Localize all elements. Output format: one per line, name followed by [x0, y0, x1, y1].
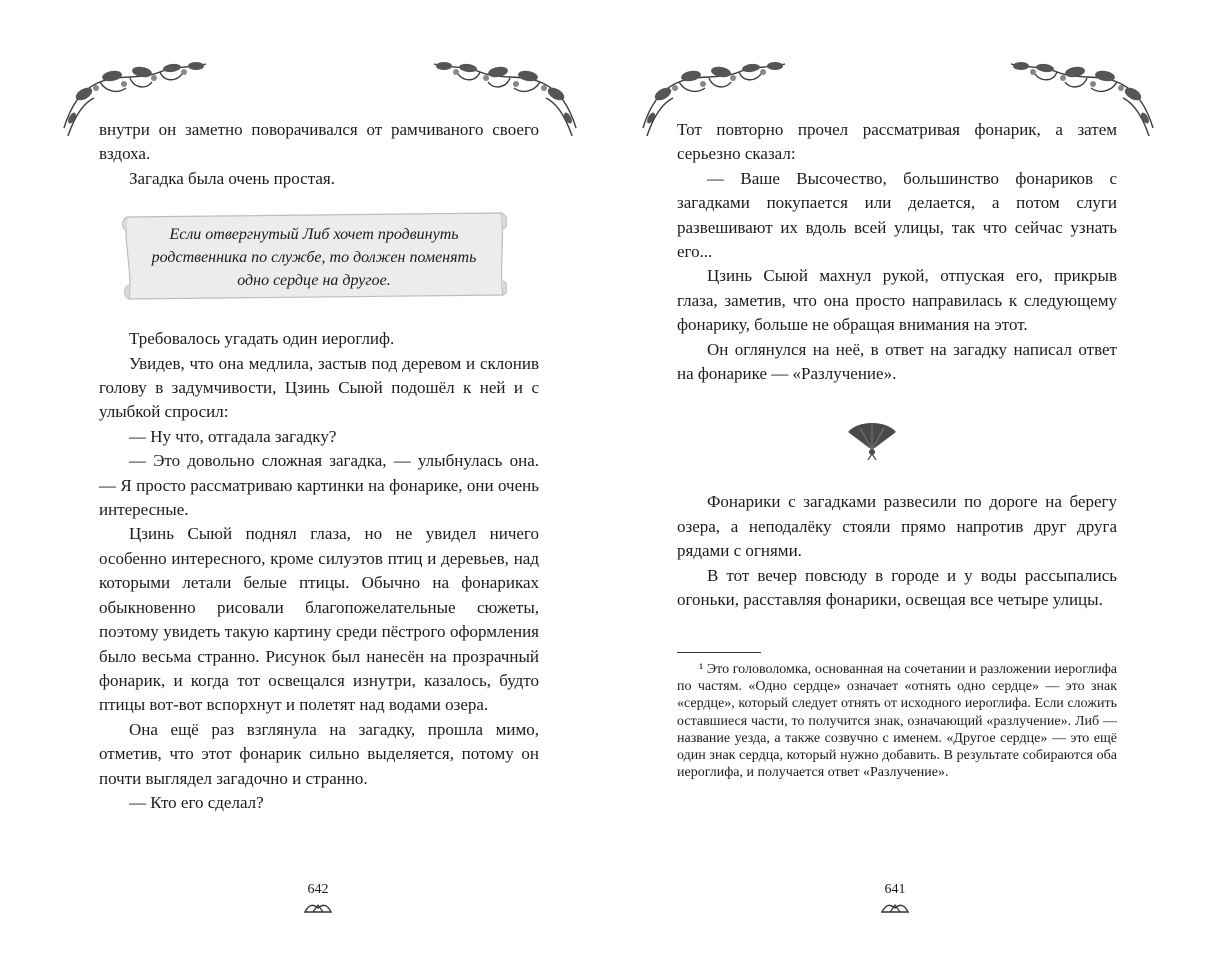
paragraph: Требовалось угадать один иероглиф. — [129, 329, 395, 349]
section-divider — [627, 420, 1117, 460]
left-page — [0, 0, 600, 977]
page-number — [865, 882, 925, 914]
fan-divider-icon — [844, 420, 900, 460]
paragraph: Тот повторно прочел рассматривая фонарик, а затем серьезно сказал: — [677, 120, 1117, 164]
right-body-text — [677, 118, 1117, 613]
riddle-text: Если отвергнутый Либ хочет продвинуть родственника по службе, то должен поменять одно сердце на другое. — [151, 226, 477, 290]
footnotes — [677, 652, 1117, 781]
right-page — [607, 0, 1207, 977]
lotus-folio-icon — [303, 902, 333, 914]
paragraph: Фонарики с загадками развесили по дороге на берегу озера, а неподалёку стояли прямо напротив друг друга рядами с огнями. — [677, 492, 1117, 561]
page-number-text: 641 — [884, 882, 906, 897]
paragraph: Увидев, что она медлила, застыв под деревом и склонив голову в задумчивости, Цзинь Сыюй подошёл к ней и с улыбкой спросил: — [99, 353, 539, 422]
paragraph: Она ещё раз взглянула на загадку, прошла мимо, отметив, что этот фонарик сильно выделяется, потому он почти выглядел загадочно и странно. — [99, 719, 539, 788]
paragraph: Цзинь Сыюй поднял глаза, но не увидел ничего особенно интересного, кроме силуэтов птиц и деревьев, над которыми летали белые птицы. Обычно на фонариках обыкновенно рисовали благопожелательные сюжеты, поэтому увидеть такую картину среди пёстрого оформления было весьма странно. Рисунок был нанесён на прозрачный фонарик, и когда тот освещался изнутри, казалось, будто птицы вот-вот вспорхнут и полетят над водами озера. — [99, 524, 539, 715]
footnote-rule — [677, 652, 761, 653]
paragraph: Он оглянулся на неё, в ответ на загадку написал ответ на фонарике — «Разлучение». — [677, 339, 1117, 384]
paragraph: — Ну что, отгадала загадку? — [129, 426, 337, 446]
footnote: ¹ Это головоломка, основанная на сочетании и разложении иероглифа по частям. «Одно сердце» означает «отнять одно сердце» — это знак «сердце», который следует отнять от исходного иероглифа. Если сложить оставшиеся части, то получится знак, означающий «разлучение». Либ — название уезда, а также созвучно с именем. «Другое сердце» — это ещё один знак сердца, который нужно добавить. В результате собираются оба иероглифа, и получается ответ «Разлучение». — [677, 662, 1117, 781]
paragraph: Цзинь Сыюй махнул рукой, отпуская его, прикрыв глаза, заметив, что она просто направилась к следующему фонарику, больше не обращая внимания на этот. — [677, 266, 1117, 335]
paragraph: Загадка была очень простая. — [129, 168, 335, 188]
paragraph: внутри он заметно поворачивался от рамчиваного своего вздоха. — [99, 120, 539, 164]
left-body-text — [99, 118, 539, 815]
paragraph: — Ваше Высочество, большинство фонариков с загадками покупается или делается, а потом слуги развешивают их вдоль всей улицы, так что сейчас узнать его... — [677, 168, 1117, 262]
riddle-scroll — [121, 209, 507, 301]
page-number — [288, 882, 348, 914]
paragraph: — Кто его сделал? — [129, 792, 264, 812]
paragraph: — Это довольно сложная загадка, — улыбнулась она. — Я просто рассматриваю картинки на фонарике, они очень интересные. — [99, 451, 539, 520]
paragraph: В тот вечер повсюду в городе и у воды рассыпались огоньки, расставляя фонарики, освещая все четыре улицы. — [677, 565, 1117, 610]
page-number-text: 642 — [307, 882, 329, 897]
lotus-folio-icon — [880, 902, 910, 914]
